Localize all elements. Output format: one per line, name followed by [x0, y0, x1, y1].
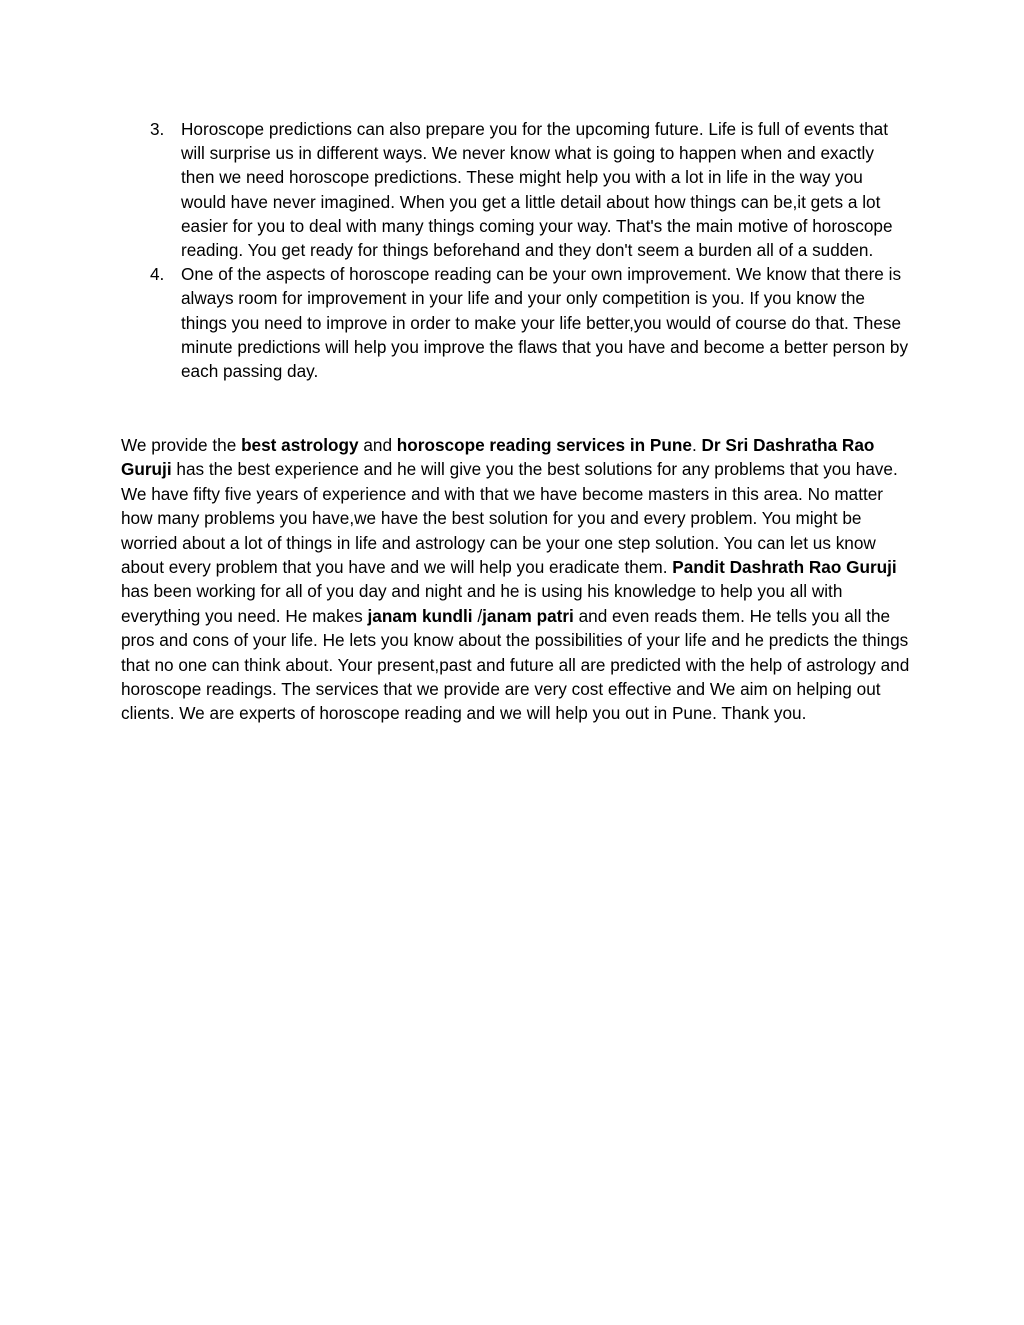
numbered-list [121, 117, 911, 383]
bold-text-pandit-name: Pandit Dashrath Rao Guruji [672, 557, 897, 578]
paragraph-text: has been working for all of you day and night and he is using his knowledge to help you all with everything you need. He makes [121, 581, 843, 626]
paragraph-text: and even reads them. He tells you all the pros and cons of your life. He lets you know about the possibilities of your life and he predicts the things that no one can think about. Your present,past and future all are predicted with the help of astrology and horoscope readings. The services that we provide are very cost effective and We aim on helping out clients. We are experts of horoscope reading and we will help you out in Pune. Thank you. [121, 605, 910, 724]
bold-text-best-astrology: best astrology [241, 435, 359, 455]
list-item-text: One of the aspects of horoscope reading can be your own improvement. We know that there is always room for improvement in your life and your only competition is you. If you know the things you need to improve in order to make your life better,you would of course do that. These minute predictions will help you improve the flaws that you have and become a better person by each passing day. [181, 264, 909, 382]
list-item-number: 4. [150, 264, 165, 285]
bold-text-horoscope-services: horoscope reading services in Pune [396, 435, 692, 455]
list-item [121, 117, 911, 262]
paragraph-text: has the best experience and he will give you the best solutions for any problems that you have. We have fifty five years of experience and with that we have become masters in this area. No matter how many problems you have,we have the best solution for you and every problem. You might be worried about a lot of things in life and astrology can be your one step solution. You can let us know about every problem that you have and we will help you eradicate them. [121, 459, 898, 578]
list-item-number: 3. [150, 119, 165, 139]
services-paragraph [121, 433, 911, 726]
paragraph-text: / [472, 605, 483, 626]
bold-text-janam-kundli: janam kundli [367, 605, 473, 626]
list-item-text: Horoscope predictions can also prepare you for the upcoming future. Life is full of events that will surprise us in different ways. We never know what is going to happen when and exactly then we need horoscope predictions. These might help you with a lot in life in the way you would have never imagined. When you get a little detail about how things can be,it gets a lot easier for you to deal with many things coming your way. That's the main motive of horoscope reading. You get ready for things beforehand and they don't seem a burden all of a sudden. [181, 119, 893, 261]
bold-text-guru-name: Dr Sri Dashratha Rao Guruji [121, 435, 875, 480]
list-item [121, 262, 911, 383]
paragraph-text: We provide the [121, 435, 242, 455]
paragraph-text: . [691, 435, 702, 455]
paragraph-text: and [358, 435, 397, 455]
bold-text-janam-patri: janam patri [482, 605, 574, 626]
